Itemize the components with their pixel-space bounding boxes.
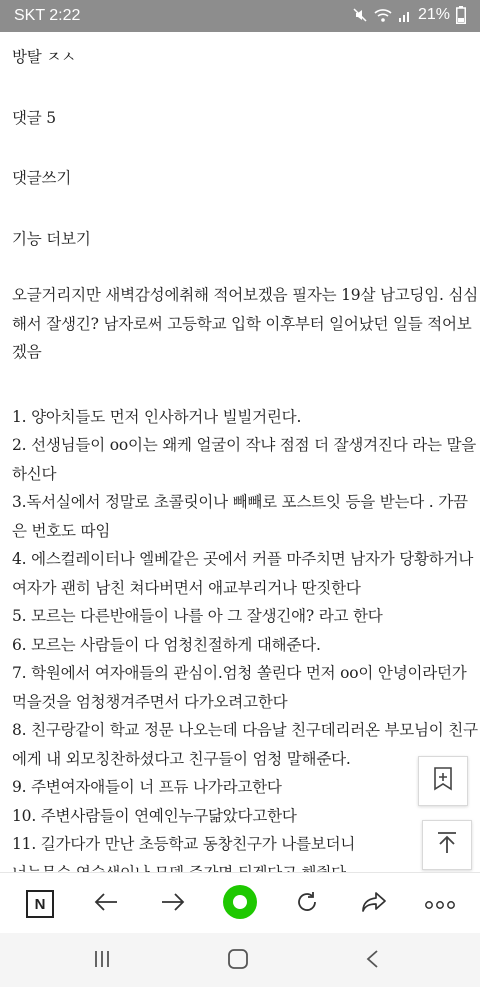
article-line: 5. 모르는 다른반애들이 나를 아 그 잘생긴애? 라고 한다 bbox=[12, 607, 383, 625]
article-line: 4. 에스컬레이터나 엘베같은 곳에서 커플 마주치면 남자가 당황하거나 bbox=[12, 550, 474, 568]
status-left bbox=[14, 7, 80, 25]
forward-arrow-icon bbox=[160, 892, 186, 916]
more-features-link[interactable]: 기능 더보기 bbox=[12, 229, 91, 248]
forward-button[interactable] bbox=[153, 885, 193, 923]
article-intro bbox=[12, 281, 479, 367]
share-button[interactable] bbox=[354, 885, 394, 923]
naver-home-button[interactable] bbox=[20, 885, 60, 923]
article-line: 1. 양아치들도 먼저 인사하거나 빌빌거린다. bbox=[12, 407, 302, 426]
recents-icon bbox=[93, 950, 111, 972]
bookmark-button[interactable] bbox=[418, 756, 468, 806]
article-line: 10. 주변사람들이 연예인누구닮았다고한다 bbox=[12, 806, 297, 825]
recents-button[interactable] bbox=[82, 947, 122, 975]
refresh-button[interactable] bbox=[287, 885, 327, 923]
article-line: 2. 선생님들이 oo이는 왜케 얼굴이 작냐 점점 더 잘생겨진다 라는 말을 bbox=[12, 436, 477, 454]
write-comment-link[interactable]: 댓글쓰기 bbox=[12, 169, 72, 187]
post-content bbox=[12, 32, 479, 872]
nav-back-icon bbox=[365, 949, 379, 973]
status-right bbox=[352, 6, 466, 24]
article-line: 7. 학원에서 여자애들의 관심이.엄청 쏠린다 먼저 oo이 안녕이라던가 bbox=[12, 664, 467, 682]
article-line: 여자가 괜히 남친 쳐다버면서 애교부리거나 딴짓한다 bbox=[12, 578, 361, 597]
comment-count-link[interactable]: 댓글 5 bbox=[12, 108, 56, 127]
article-line: 겠음 bbox=[12, 343, 42, 361]
article-line: 8. 친구랑같이 학교 정문 나오는데 다음날 친구데리러온 부모님이 친구 bbox=[12, 721, 478, 739]
share-icon bbox=[361, 891, 387, 917]
more-button[interactable] bbox=[420, 885, 460, 923]
status-bar bbox=[0, 0, 480, 32]
green-dot-button[interactable] bbox=[220, 885, 260, 923]
battery-percent: 21% bbox=[417, 6, 450, 23]
back-button[interactable] bbox=[86, 885, 126, 923]
naver-icon: N bbox=[26, 890, 54, 918]
browser-toolbar bbox=[0, 872, 480, 934]
home-button[interactable] bbox=[218, 947, 258, 975]
article-line: 먹을것을 엄청챙겨주면서 다가오려고한다 bbox=[12, 692, 288, 711]
nav-back-button[interactable] bbox=[352, 947, 392, 975]
home-icon bbox=[227, 948, 249, 974]
article-line: 해서 잘생긴? 남자로써 고등학교 입학 이후부터 일어났던 일들 적어보 bbox=[12, 314, 472, 333]
article-line: 은 번호도 따임 bbox=[12, 521, 111, 540]
article-line: 에게 내 외모칭찬하셨다고 친구들이 엄청 말해준다. bbox=[12, 749, 351, 768]
green-dot-icon bbox=[222, 884, 258, 924]
wifi-icon bbox=[374, 7, 392, 23]
refresh-icon bbox=[295, 890, 319, 918]
article-line: 11. 길가다가 만난 초등학교 동창친구가 나를보더니 bbox=[12, 835, 356, 853]
post-title: 방탈 ㅈㅅ bbox=[12, 48, 76, 66]
scroll-top-icon bbox=[436, 831, 458, 859]
time-label: 2:22 bbox=[49, 7, 81, 24]
mute-icon bbox=[352, 7, 368, 23]
article-line: 6. 모르는 사람들이 다 엄청친절하게 대해준다. bbox=[12, 635, 321, 654]
article-line: 하신다 bbox=[12, 464, 57, 483]
article-line: 9. 주변여자애들이 너 프듀 나가라고한다 bbox=[12, 778, 282, 796]
bookmark-icon bbox=[433, 767, 453, 795]
scroll-top-button[interactable] bbox=[422, 820, 472, 870]
article-line: 오글거리지만 새벽감성에취해 적어보겠음 필자는 19살 남고딩임. 심심 bbox=[12, 286, 479, 304]
more-icon bbox=[425, 895, 455, 914]
back-arrow-icon bbox=[93, 892, 119, 916]
system-nav-bar bbox=[0, 933, 480, 987]
carrier-label: SKT bbox=[14, 7, 45, 24]
battery-icon bbox=[456, 6, 466, 24]
article-line: 3.독서실에서 정말로 초콜릿이나 빼빼로 포스트잇 등을 받는다 . 가끔 bbox=[12, 493, 468, 511]
signal-icon bbox=[398, 8, 412, 22]
article-list bbox=[12, 403, 478, 888]
